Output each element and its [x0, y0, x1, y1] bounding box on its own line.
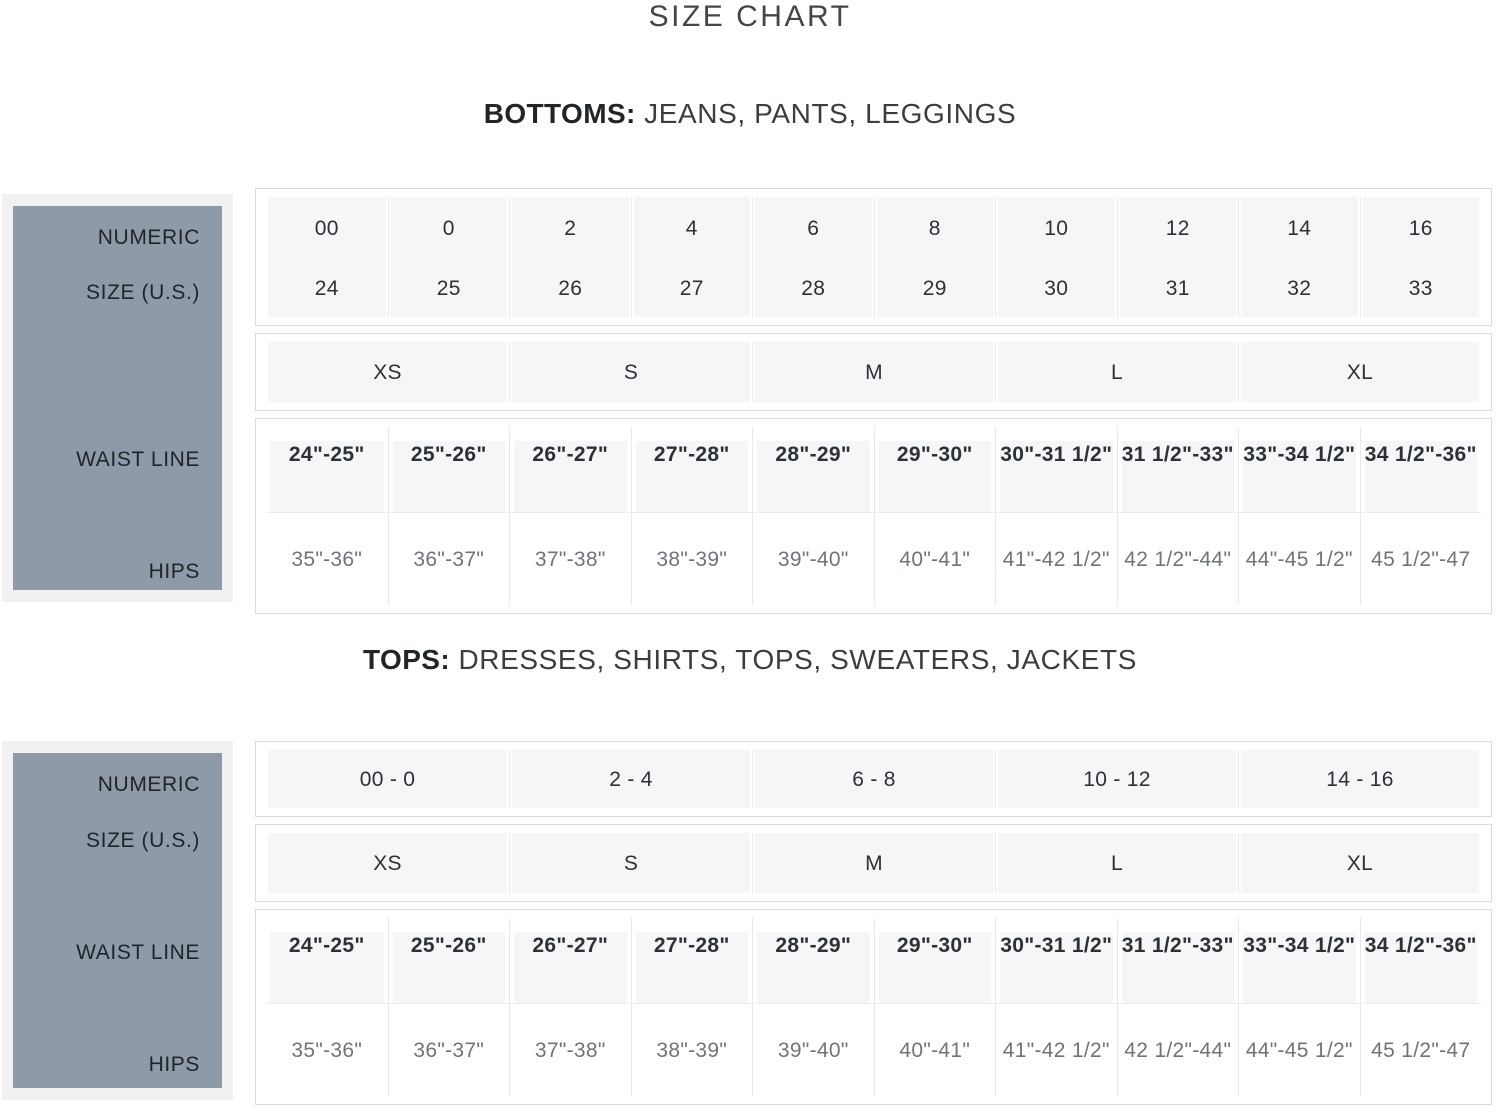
waist-line-cell: 29"-30": [874, 427, 996, 512]
numeric-size-cell: 10: [995, 197, 1117, 259]
page-title: SIZE CHART: [648, 0, 852, 33]
jean-size-cell: 31: [1117, 259, 1239, 317]
numeric-size-cell: 12: [1117, 197, 1239, 259]
jean-size-cell: 33: [1360, 259, 1482, 317]
row-label-waist-line: WAIST LINE: [76, 941, 200, 964]
waist-line-cell: 28"-29": [752, 427, 874, 512]
hips-cell: 44"-45 1/2": [1238, 513, 1360, 605]
row-label-size-us: SIZE (U.S.): [86, 281, 200, 304]
numeric-size-cell: 00 - 0: [266, 750, 509, 808]
hips-cell: 39"-40": [752, 513, 874, 605]
waist-line-cell: 25"-26": [388, 918, 510, 1003]
bottoms-letter-size-row: [266, 342, 1481, 402]
letter-size-cell: L: [995, 342, 1238, 402]
waist-line-cell: 26"-27": [509, 918, 631, 1003]
letter-size-cell: M: [752, 833, 995, 893]
hips-cell: 36"-37": [388, 513, 510, 605]
waist-line-cell: 30"-31 1/2": [995, 427, 1117, 512]
numeric-size-cell: 14: [1238, 197, 1360, 259]
bottoms-row-header-panel: [2, 194, 233, 602]
hips-cell: 36"-37": [388, 1004, 510, 1096]
bottoms-waist-line-row: [266, 427, 1481, 512]
tops-section-heading: [0, 642, 1500, 678]
jean-size-cell: 26: [509, 259, 631, 317]
tops-table-blocks: [255, 741, 1492, 1105]
row-label-waist-line: WAIST LINE: [76, 448, 200, 471]
hips-cell: 39"-40": [752, 1004, 874, 1096]
bottoms-heading-category: BOTTOMS:: [483, 98, 636, 129]
tops-letter-size-block: [255, 824, 1492, 902]
numeric-size-cell: 4: [631, 197, 753, 259]
letter-size-cell: L: [995, 833, 1238, 893]
hips-cell: 35"-36": [266, 513, 388, 605]
bottoms-numeric-size-block: [255, 188, 1492, 326]
tops-heading-category: TOPS:: [363, 644, 451, 675]
waist-line-cell: 33"-34 1/2": [1238, 918, 1360, 1003]
bottoms-row-header-box: [13, 206, 222, 590]
jean-size-cell: 32: [1238, 259, 1360, 317]
hips-cell: 37"-38": [509, 513, 631, 605]
waist-line-cell: 25"-26": [388, 427, 510, 512]
hips-cell: 38"-39": [631, 1004, 753, 1096]
waist-line-cell: 27"-28": [631, 427, 753, 512]
bottoms-numeric-size-row: [266, 197, 1481, 259]
letter-size-cell: M: [752, 342, 995, 402]
tops-letter-size-row: [266, 833, 1481, 893]
waist-line-cell: 34 1/2"-36": [1360, 918, 1482, 1003]
tops-row-header-panel: [2, 741, 233, 1100]
letter-size-cell: S: [509, 833, 752, 893]
hips-cell: 37"-38": [509, 1004, 631, 1096]
numeric-size-cell: 2: [509, 197, 631, 259]
bottoms-heading-items: JEANS, PANTS, LEGGINGS: [635, 98, 1017, 129]
waist-line-cell: 24"-25": [266, 918, 388, 1003]
jean-size-cell: 27: [631, 259, 753, 317]
row-label-hips: HIPS: [148, 1053, 200, 1076]
tops-waist-line-row: [266, 918, 1481, 1003]
waist-line-cell: 28"-29": [752, 918, 874, 1003]
bottoms-letter-size-block: [255, 333, 1492, 411]
jean-size-cell: 30: [995, 259, 1117, 317]
tops-hips-row: [266, 1003, 1481, 1096]
hips-cell: 35"-36": [266, 1004, 388, 1096]
hips-cell: 42 1/2"-44": [1117, 1004, 1239, 1096]
waist-line-cell: 33"-34 1/2": [1238, 427, 1360, 512]
waist-line-cell: 26"-27": [509, 427, 631, 512]
bottoms-section-heading: [0, 96, 1500, 132]
row-label-numeric: NUMERIC: [97, 226, 200, 249]
waist-line-cell: 34 1/2"-36": [1360, 427, 1482, 512]
letter-size-cell: XL: [1238, 342, 1481, 402]
hips-cell: 41"-42 1/2": [995, 513, 1117, 605]
waist-line-cell: 29"-30": [874, 918, 996, 1003]
waist-line-cell: 27"-28": [631, 918, 753, 1003]
jean-size-cell: 29: [874, 259, 996, 317]
letter-size-cell: XS: [266, 833, 509, 893]
hips-cell: 40"-41": [874, 513, 996, 605]
tops-row-header-box: [13, 753, 222, 1088]
tops-size-table: [0, 741, 1500, 1105]
numeric-size-cell: 16: [1360, 197, 1482, 259]
hips-cell: 45 1/2"-47: [1360, 1004, 1482, 1096]
numeric-size-cell: 14 - 16: [1238, 750, 1481, 808]
waist-line-cell: 31 1/2"-33": [1117, 427, 1239, 512]
hips-cell: 40"-41": [874, 1004, 996, 1096]
hips-cell: 38"-39": [631, 513, 753, 605]
letter-size-cell: XL: [1238, 833, 1481, 893]
tops-numeric-size-row: [266, 750, 1481, 808]
jean-size-cell: 24: [266, 259, 388, 317]
numeric-size-cell: 2 - 4: [509, 750, 752, 808]
letter-size-cell: S: [509, 342, 752, 402]
numeric-size-cell: 6 - 8: [752, 750, 995, 808]
tops-numeric-size-block: [255, 741, 1492, 817]
waist-line-cell: 31 1/2"-33": [1117, 918, 1239, 1003]
waist-line-cell: 24"-25": [266, 427, 388, 512]
jean-size-cell: 25: [388, 259, 510, 317]
bottoms-jean-size-row: [266, 259, 1481, 317]
tops-heading-items: DRESSES, SHIRTS, TOPS, SWEATERS, JACKETS: [450, 644, 1137, 675]
bottoms-measurements-block: [255, 418, 1492, 614]
letter-size-cell: XS: [266, 342, 509, 402]
tops-measurements-block: [255, 909, 1492, 1105]
bottoms-hips-row: [266, 512, 1481, 605]
row-label-size-us: SIZE (U.S.): [86, 829, 200, 852]
numeric-size-cell: 8: [874, 197, 996, 259]
row-label-hips: HIPS: [148, 560, 200, 583]
row-label-numeric: NUMERIC: [97, 773, 200, 796]
bottoms-table-blocks: [255, 188, 1492, 614]
hips-cell: 45 1/2"-47: [1360, 513, 1482, 605]
waist-line-cell: 30"-31 1/2": [995, 918, 1117, 1003]
bottoms-size-table: [0, 188, 1500, 614]
hips-cell: 41"-42 1/2": [995, 1004, 1117, 1096]
numeric-size-cell: 0: [388, 197, 510, 259]
jean-size-cell: 28: [752, 259, 874, 317]
numeric-size-cell: 10 - 12: [995, 750, 1238, 808]
numeric-size-cell: 6: [752, 197, 874, 259]
numeric-size-cell: 00: [266, 197, 388, 259]
hips-cell: 44"-45 1/2": [1238, 1004, 1360, 1096]
hips-cell: 42 1/2"-44": [1117, 513, 1239, 605]
